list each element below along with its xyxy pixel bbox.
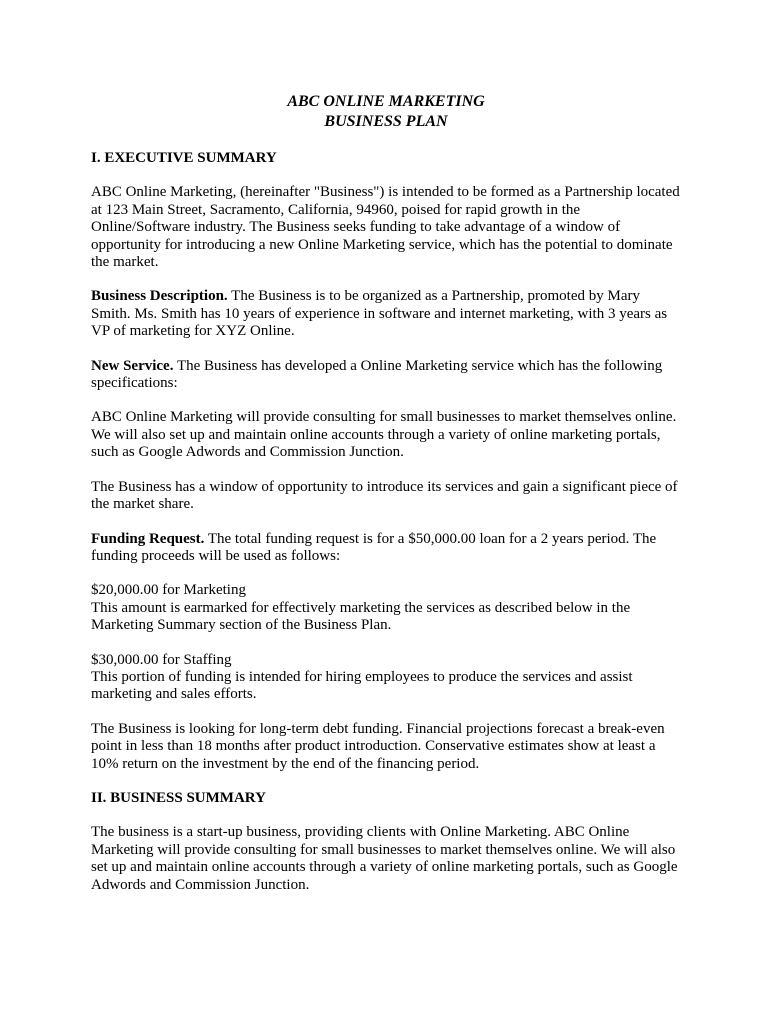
- business-description-lead: Business Description.: [91, 288, 228, 305]
- document-title: [91, 92, 681, 132]
- new-service-text: The Business has developed a Online Marketing service which has the following specifications:: [91, 357, 663, 392]
- paragraph-staffing-funds: [91, 652, 681, 704]
- section-heading-executive-summary: I. EXECUTIVE SUMMARY: [91, 150, 277, 166]
- staffing-funds-text: This portion of funding is intended for hiring employees to produce the services and assist marketing and sales efforts.: [91, 668, 633, 703]
- marketing-funds-text: This amount is earmarked for effectively marketing the services as described below in the Marketing Summary section of the Business Plan.: [91, 599, 631, 634]
- funding-request-text: The total funding request is for a $50,000.00 loan for a 2 years period. The funding proceeds will be used as follows:: [91, 530, 657, 564]
- paragraph-debt-funding: The Business is looking for long-term debt funding. Financial projections forecast a break-even point in less than 18 months after product introduction. Conservative estimates show at least a 10% return on the investment by the end of the financing period.: [91, 720, 665, 772]
- marketing-funds-amount: $20,000.00 for Marketing: [91, 582, 246, 599]
- new-service-lead: New Service.: [91, 357, 174, 374]
- title-line-2: BUSINESS PLAN: [324, 113, 448, 130]
- funding-request-lead: Funding Request.: [91, 530, 205, 547]
- business-description-text: The Business is to be organized as a Partnership, promoted by Mary Smith. Ms. Smith has 10 years of experience in software and internet marketing, with 3 years as VP of marketing for XYZ Online.: [91, 288, 668, 340]
- title-line-1: ABC ONLINE MARKETING: [287, 93, 485, 110]
- section-heading-business-summary: II. BUSINESS SUMMARY: [91, 789, 266, 806]
- document-body: [91, 92, 681, 894]
- paragraph-intro: ABC Online Marketing, (hereinafter "Business") is intended to be formed as a Partnership located at 123 Main Street, Sacramento, California, 94960, poised for rapid growth in the Online/Software industry. The Business seeks funding to take advantage of a window of opportunity for introducing a new Online Marketing service, which has the potential to dominate the market.: [91, 184, 680, 271]
- paragraph-business-description: [91, 288, 681, 340]
- paragraph-business-summary: The business is a start-up business, providing clients with Online Marketing. ABC Online Marketing will provide consulting for small businesses to market themselves online. We will also set up and maintain online accounts through a variety of online marketing portals, such as Google Adwords and Commission Junction.: [91, 824, 678, 893]
- paragraph-funding-request: [91, 531, 681, 566]
- paragraph-marketing-funds: [91, 582, 681, 634]
- paragraph-new-service: [91, 358, 681, 393]
- paragraph-service-specs: ABC Online Marketing will provide consulting for small businesses to market themselves online. We will also set up and maintain online accounts through a variety of online marketing portals, such as Google Adwords and Commission Junction.: [91, 409, 677, 461]
- paragraph-market-window: The Business has a window of opportunity to introduce its services and gain a significant piece of the market share.: [91, 478, 678, 513]
- staffing-funds-amount: $30,000.00 for Staffing: [91, 651, 232, 668]
